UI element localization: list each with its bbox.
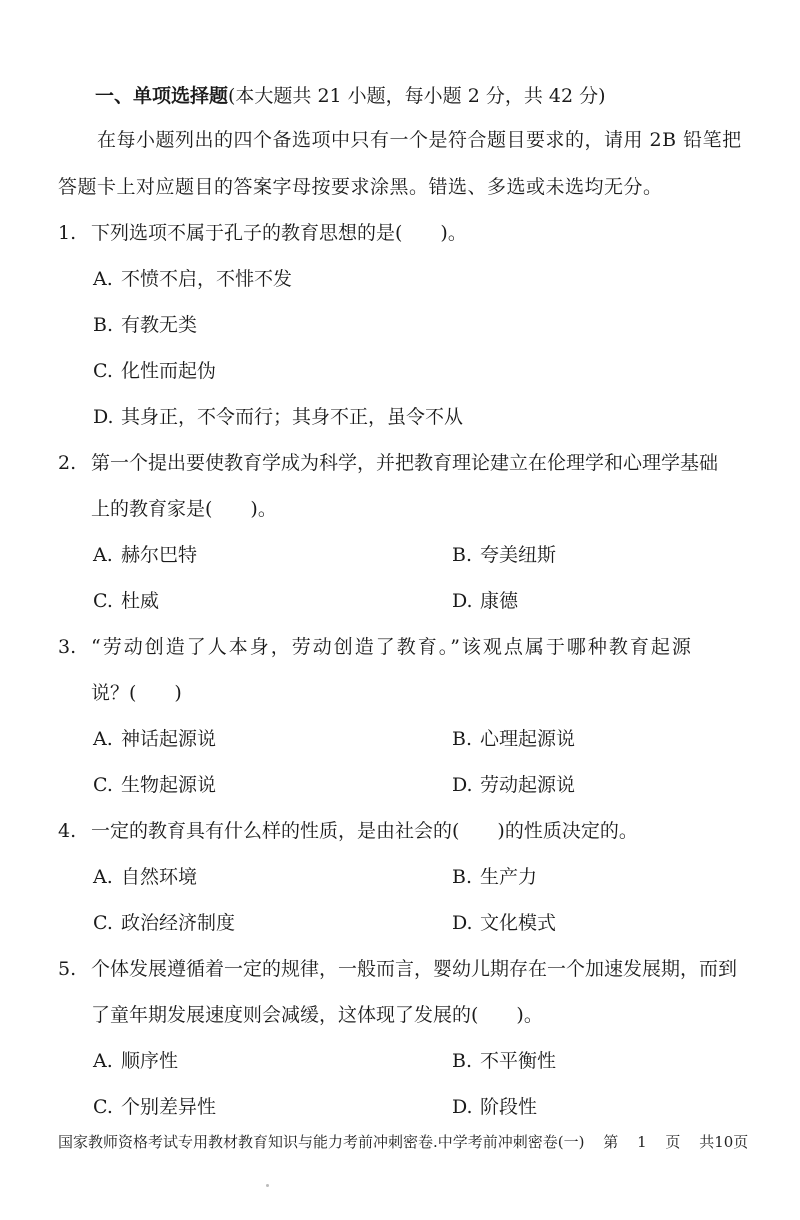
option-text: 政治经济制度: [121, 912, 236, 934]
question-stem-continued: 了童年期发展速度则会减缓，这体现了发展的( )。: [91, 1004, 543, 1026]
option-a: [93, 1047, 178, 1075]
option-text: 赫尔巴特: [121, 544, 198, 566]
footer-page-number: 1: [637, 1133, 647, 1151]
option-d: [93, 403, 463, 431]
option-d: [452, 909, 556, 937]
question-number: 2.: [58, 452, 77, 474]
option-letter: C.: [93, 360, 113, 382]
option-d: [452, 1093, 537, 1121]
option-text: 不愤不启，不悱不发: [121, 268, 293, 290]
question-stem: “劳动创造了人本身，劳动创造了教育。”该观点属于哪种教育起源: [91, 636, 693, 658]
option-c: [93, 587, 159, 615]
option-text: 化性而起伪: [121, 360, 217, 382]
footer-source: 国家教师资格考试专用教材教育知识与能力考前冲刺密卷.中学考前冲刺密卷(一): [58, 1133, 585, 1151]
option-b: [452, 863, 537, 891]
option-text: 生产力: [480, 866, 538, 888]
option-a: [93, 541, 197, 569]
option-letter: D.: [93, 406, 114, 428]
footer-page-unit: 页: [665, 1133, 681, 1151]
option-letter: B.: [93, 314, 114, 336]
option-b: [452, 1047, 556, 1075]
option-letter: C.: [93, 912, 113, 934]
option-text: 自然环境: [121, 866, 198, 888]
option-letter: D.: [452, 774, 473, 796]
option-letter: C.: [93, 590, 113, 612]
option-text: 个别差异性: [121, 1096, 217, 1118]
scan-speck: [266, 1184, 269, 1187]
option-b: [452, 725, 575, 753]
option-text: 有教无类: [121, 314, 198, 336]
option-letter: A.: [93, 268, 113, 290]
question-number: 4.: [58, 820, 77, 842]
question-stem-continued: 上的教育家是( )。: [91, 498, 277, 520]
question-stem: 一定的教育具有什么样的性质，是由社会的( )的性质决定的。: [91, 820, 638, 842]
option-a: [93, 863, 197, 891]
option-text: 杜威: [121, 590, 160, 612]
option-letter: C.: [93, 1096, 113, 1118]
option-text: 阶段性: [480, 1096, 538, 1118]
option-letter: A.: [93, 1050, 113, 1072]
section-title: 一、单项选择题: [95, 85, 229, 107]
question-stem: 下列选项不属于孔子的教育思想的是( )。: [91, 222, 467, 244]
option-a: [93, 265, 292, 293]
question-number: 1.: [58, 222, 77, 244]
option-b: [93, 311, 197, 339]
option-c: [93, 909, 235, 937]
option-d: [452, 771, 575, 799]
option-letter: B.: [452, 1050, 473, 1072]
option-letter: B.: [452, 728, 473, 750]
option-text: 不平衡性: [480, 1050, 557, 1072]
option-text: 心理起源说: [480, 728, 576, 750]
option-letter: D.: [452, 590, 473, 612]
option-text: 夸美纽斯: [480, 544, 557, 566]
option-c: [93, 357, 216, 385]
section-heading: [95, 82, 606, 110]
page-footer: [58, 1131, 748, 1153]
option-b: [452, 541, 556, 569]
option-letter: B.: [452, 544, 473, 566]
option-letter: B.: [452, 866, 473, 888]
question-stem: 个体发展遵循着一定的规律，一般而言，婴幼儿期存在一个加速发展期，而到: [91, 958, 738, 980]
question-stem: 第一个提出要使教育学成为科学，并把教育理论建立在伦理学和心理学基础: [91, 452, 719, 474]
option-letter: A.: [93, 728, 113, 750]
option-text: 康德: [480, 590, 519, 612]
question-stem-continued: 说？( ): [91, 682, 182, 704]
option-letter: A.: [93, 866, 113, 888]
footer-total-pages: 共10页: [699, 1133, 749, 1151]
option-d: [452, 587, 518, 615]
option-letter: D.: [452, 1096, 473, 1118]
option-letter: A.: [93, 544, 113, 566]
option-text: 顺序性: [121, 1050, 179, 1072]
option-letter: D.: [452, 912, 473, 934]
question-number: 5.: [58, 958, 77, 980]
instructions-line-1: 在每小题列出的四个备选项中只有一个是符合题目要求的，请用 2B 铅笔把: [97, 129, 742, 151]
option-letter: C.: [93, 774, 113, 796]
option-text: 神话起源说: [121, 728, 217, 750]
option-c: [93, 1093, 216, 1121]
option-c: [93, 771, 216, 799]
option-a: [93, 725, 216, 753]
option-text: 劳动起源说: [480, 774, 576, 796]
section-note: (本大题共 21 小题，每小题 2 分，共 42 分): [228, 85, 606, 107]
question-number: 3.: [58, 636, 77, 658]
option-text: 文化模式: [480, 912, 557, 934]
option-text: 其身正，不令而行；其身不正，虽令不从: [121, 406, 464, 428]
instructions-line-2: 答题卡上对应题目的答案字母按要求涂黑。错选、多选或未选均无分。: [58, 176, 663, 198]
option-text: 生物起源说: [121, 774, 217, 796]
footer-page-label: 第: [603, 1133, 619, 1151]
